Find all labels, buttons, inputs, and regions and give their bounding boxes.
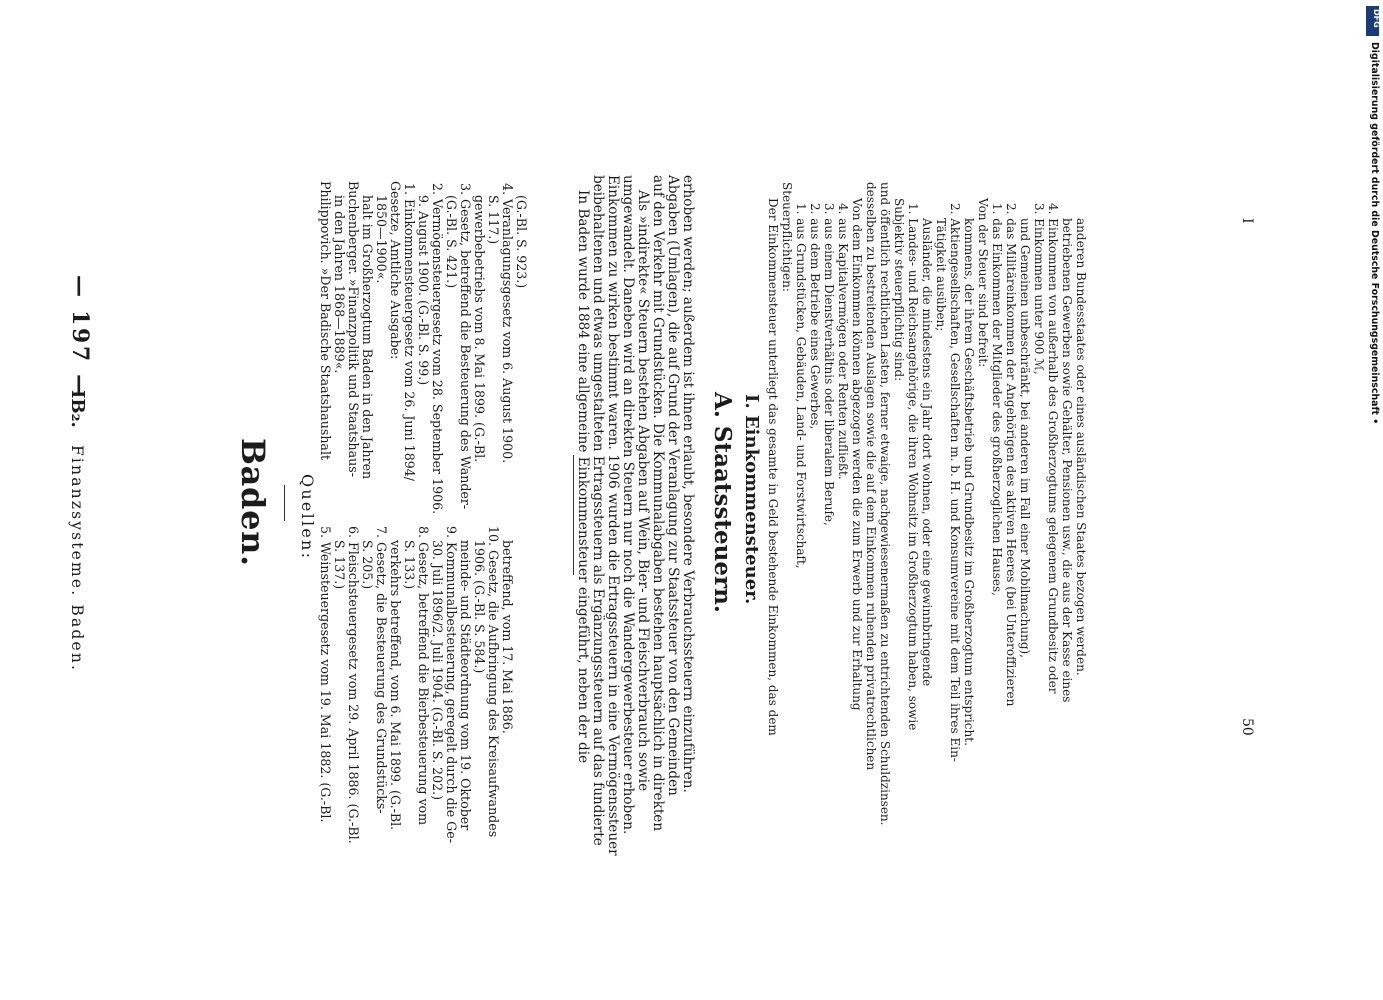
source-line: 9. Kommunalbesteuerung, geregelt durch die Ge- <box>444 526 459 843</box>
body-line: 3. Einkommen unter 900 ℳ, <box>1032 203 1046 375</box>
source-line: verkehrs betreffend, vom 6. Mai 1899. (G.-Bl. <box>388 540 403 831</box>
source-line: (G.-Bl. S. 923.) <box>514 195 529 289</box>
source-line: S. 205.) <box>360 540 375 590</box>
body-line: 3. aus einem Dienstverhältnis oder liberalem Berufe, <box>822 203 836 526</box>
body-line: 4. Einkommen von außerhalb des Großherzogtums gelegenem Grundbesitz oder <box>1046 203 1060 694</box>
source-line: 7. Gesetz, die Besteuerung des Grundstücks- <box>374 526 389 814</box>
source-line: halt im Großherzogtum Baden in den Jahren <box>360 195 375 480</box>
title-rule <box>284 485 285 521</box>
body-line: und Gemeinen unbeschränkt, bei anderen im Fall einer Mobilmachung), <box>1018 218 1032 658</box>
body-line: und öffentlich rechtlichen Lasten, ferner etwaige, nachgewiesenermaßen zu entrichtenden Schuldzinsen. <box>878 182 892 826</box>
intro-line: auf den Verkehr mit Grundstücken. Die Kommunalabgaben bestehen hauptsächlich in direkten <box>650 175 666 832</box>
source-line: 8. Gesetz, betreffend die Bierbesteuerung vom <box>416 526 431 826</box>
source-line: meinde- und Städteordnung vom 19. Oktober <box>458 540 473 831</box>
source-line: (G.-Bl. S. 421.) <box>444 195 459 289</box>
page-code: IB₂. <box>67 390 88 428</box>
body-line: Tätigkeit ausüben; <box>934 218 948 332</box>
body-line: Steuerpflichtigen: <box>780 182 794 292</box>
source-line: 4. Veranlagungsgesetz vom 6. August 1900. <box>500 183 515 464</box>
source-line: gewerbebetriebs vom 8. Mai 1899. (G.-Bl. <box>472 195 487 463</box>
source-line: S. 137.) <box>332 540 347 590</box>
source-line: S. 133.) <box>402 540 417 590</box>
page-title: Baden. <box>234 438 272 567</box>
source-line: Philippovich. »Der Badische Staatshaushalt <box>318 181 333 461</box>
rotated-document-page <box>40 0 1300 1000</box>
running-title: Finanzsysteme. Baden. <box>68 445 86 673</box>
source-line: 9. August 1900. (G.-Bl. S. 99.) <box>416 195 431 386</box>
body-line: 4. aus Kapitalvermögen oder Renten zufließt. <box>836 203 850 480</box>
intro-line: Einkommen zu wirken bestimmt waren. 1906 wurden die Ertragssteuern in eine Vermögenssteuer <box>605 175 621 856</box>
body-line: betriebenen Gewerben sowie Gehälter, Pensionen usw., die aus der Kasse eines <box>1060 218 1074 703</box>
source-line: 1850—1900«. <box>374 195 389 284</box>
intro-line: Abgaben (Umlagen), die auf Grund der Veranlagung zur Staatssteuer von den Gemeinden <box>665 175 681 796</box>
source-line: 1906. (G.-Bl. S. 584.) <box>472 540 487 674</box>
source-line: 6. Fleischsteuergesetz vom 29. April 1886. (G.-Bl. <box>346 526 361 844</box>
body-line: Subjektiv steuerpflichtig sind: <box>892 198 906 382</box>
intro-line: Als »indirekte« Steuern bestehen Abgaben auf Wein, Bier- und Fleischverbrauch sowie <box>635 190 651 792</box>
body-line: 2. Aktiengesellschaften, Gesellschaften m. b. H. und Konsumvereine mit dem Teil ihres Ein- <box>948 203 962 762</box>
source-line: 1. Einkommensteuergesetz vom 26. Juni 1894/ <box>402 183 417 481</box>
source-line: in den Jahren 1868—1889«. <box>332 195 347 374</box>
body-line: 1. aus Grundstücken, Gebäuden, Land- und Forstwirtschaft, <box>794 203 808 569</box>
page-number-header: — 197 — <box>67 275 93 399</box>
source-line: 5. Weinsteuergesetz vom 19. Mai 1882. (G.-Bl. <box>318 526 333 823</box>
intro-line: umgewandelt. Daneben wird an direkten Steuern nur noch die Wandergewerbesteuer erhoben. <box>620 175 636 835</box>
body-line: Der Einkommensteuer unterliegt das gesamte in Geld bestehende Einkommen, das dem <box>766 198 780 736</box>
digitization-notice: Digitalisierung gefördert durch die Deutsche Forschungsgemeinschaft • <box>1369 42 1380 425</box>
intro-line: beibehaltenen und etwas umgestalteten Ertragssteuern als Ergänzungssteuern auf das fundierte <box>590 175 606 846</box>
dfg-logo: DFG <box>1366 6 1379 36</box>
sources-heading: Quellen: <box>298 474 317 561</box>
source-line: 2. Vermögensteuergesetz vom 28. September 1906. <box>430 183 445 515</box>
source-line: S. 117.) <box>486 195 501 245</box>
source-line: 30. Juli 1896/2. Juli 1904. (G.-Bl. S. 202.) <box>430 540 445 801</box>
section-heading-a: A. Staatssteuern. <box>709 392 736 613</box>
body-line: Von dem Einkommen können abgezogen werden die zum Erwerb und zur Erhaltung <box>850 198 864 711</box>
digitization-sidebar <box>1366 6 1381 425</box>
body-line: anderen Bundesstaates oder eines ausländischen Staates bezogen werden. <box>1074 218 1088 676</box>
body-line: Ausländer, die mindestens ein Jahr dort wohnen, oder eine gewinnbringende <box>920 218 934 687</box>
source-line: Gesetze, Amtliche Ausgabe: <box>388 181 403 360</box>
body-line: desselben zu bestreitenden Auslagen sowie die auf dem Einkommen ruhenden privatrechtlichen <box>864 182 878 771</box>
footer-page-number: 50 <box>1239 718 1255 736</box>
footer-signature-mark: I <box>1239 218 1255 224</box>
body-line: 1. das Einkommen der Mitglieder des großherzoglichen Hauses, <box>990 203 1004 596</box>
body-line: 2. das Militäreinkommen der Angehörigen des aktiven Heeres (bei Unteroffizieren <box>1004 203 1018 707</box>
source-line: betreffend, vom 17. Mai 1886. <box>500 540 515 734</box>
source-line: 3. Gesetz, betreffend die Besteuerung des Wander- <box>458 183 473 510</box>
column-divider <box>573 455 574 575</box>
body-line: 2. aus dem Betriebe eines Gewerbes, <box>808 203 822 430</box>
body-line: Von der Steuer sind befreit: <box>976 198 990 368</box>
body-line: kommens, der ihrem Geschäftsbetrieb und Grundbesitz im Großherzogtum entspricht. <box>962 218 976 746</box>
source-line: Buchenberger. »Finanzpolitik und Staatshaus- <box>346 181 361 478</box>
intro-line: In Baden wurde 1884 eine allgemeine Einkommensteuer eingeführt, neben der die <box>575 190 591 764</box>
intro-line: erhoben werden; außerdem ist ihnen erlaubt, besondere Verbrauchssteuern einzuführen. <box>680 175 696 793</box>
body-line: 1. Landes- und Reichsangehörige, die ihren Wohnsitz im Großherzogtum haben, sowie <box>906 203 920 731</box>
section-heading-i: I. Einkommensteuer. <box>741 394 762 605</box>
source-line: 10. Gesetz, die Aufbringung des Kreisaufwandes <box>486 526 501 838</box>
